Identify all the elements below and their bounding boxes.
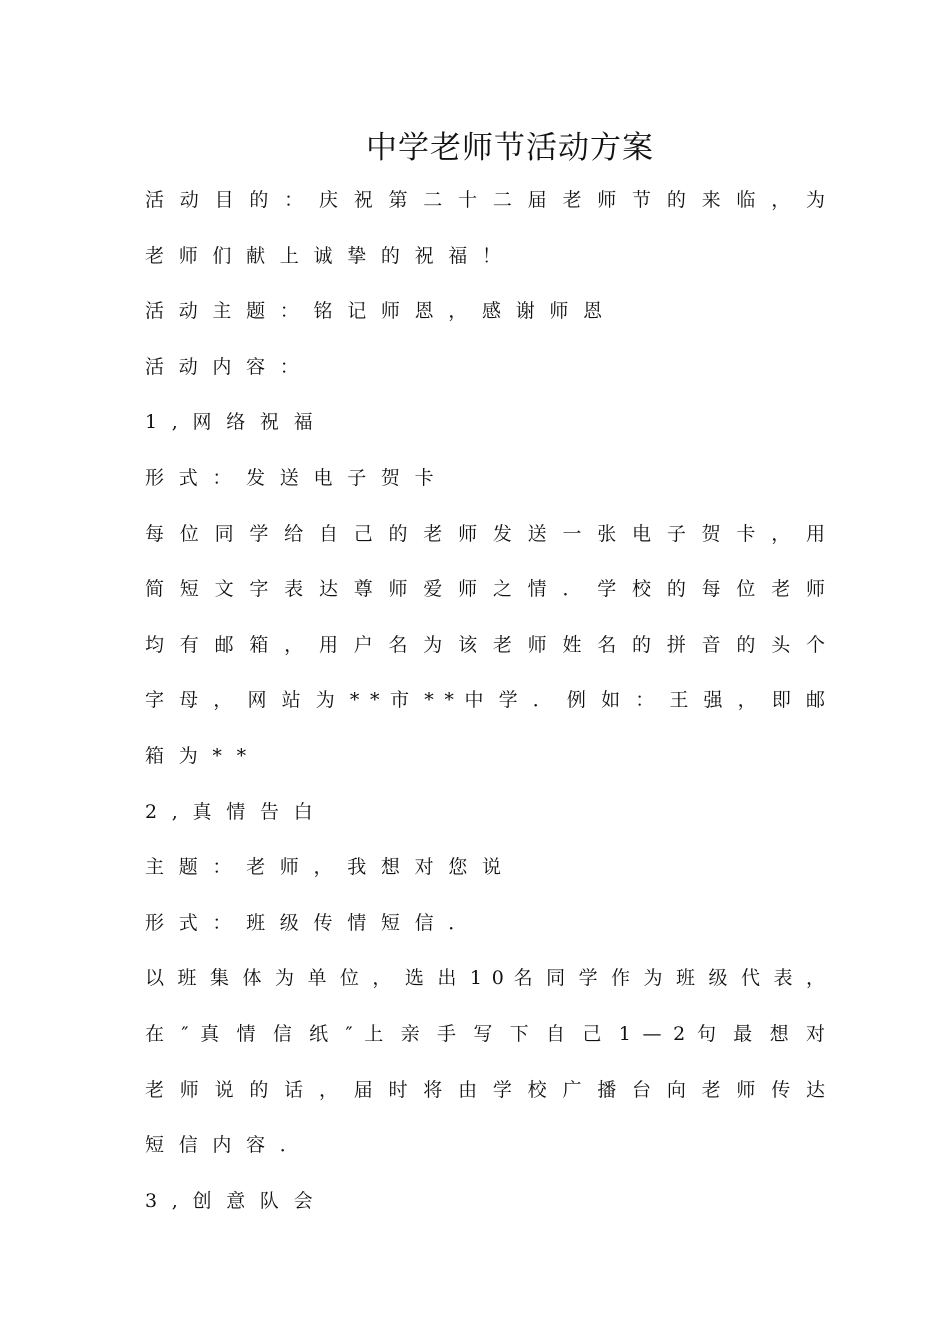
body-line: 在 ″ 真 情 信 纸 ″ 上 亲 手 写 下 自 己 1 — 2 句 最 想 对 xyxy=(145,1022,825,1045)
body-line: 活 动 目 的 ： 庆 祝 第 二 十 二 届 老 师 节 的 来 临 ， 为 xyxy=(145,189,825,211)
document-body xyxy=(145,182,825,1238)
body-line: 字 母 ， 网 站 为 * * 市 * * 中 学 ． 例 如 ： 王 强 ， 即 邮 xyxy=(145,689,825,712)
body-line: 每 位 同 学 给 自 己 的 老 师 发 送 一 张 电 子 贺 卡 ， 用 xyxy=(145,522,825,545)
body-line: 活动主题：铭记师恩，感谢师恩 xyxy=(145,300,617,323)
body-line: 形式：班级传情短信． xyxy=(145,911,483,934)
body-line: 主题：老师，我想对您说 xyxy=(145,856,516,879)
body-line: 短信内容． xyxy=(145,1134,314,1157)
document-title: 中学老师节活动方案 xyxy=(366,130,654,166)
body-line: 1,网络祝福 xyxy=(145,411,328,434)
body-line: 2,真情告白 xyxy=(145,800,328,823)
body-line: 均 有 邮 箱 ， 用 户 名 为 该 老 师 姓 名 的 拼 音 的 头 个 xyxy=(145,633,825,656)
body-line: 活动内容： xyxy=(145,355,314,378)
body-line: 简 短 文 字 表 达 尊 师 爱 师 之 情 ． 学 校 的 每 位 老 师 xyxy=(145,578,825,601)
body-line: 3,创意队会 xyxy=(145,1189,328,1212)
body-line: 箱为** xyxy=(145,744,261,767)
body-line: 以 班 集 体 为 单 位 ， 选 出 1 0 名 同 学 作 为 班 级 代 表 ， xyxy=(145,967,825,990)
body-line: 形式：发送电子贺卡 xyxy=(145,466,449,489)
body-line: 老 师 说 的 话 ， 届 时 将 由 学 校 广 播 台 向 老 师 传 达 xyxy=(145,1078,825,1101)
body-line: 老师们献上诚挚的祝福！ xyxy=(145,244,516,267)
